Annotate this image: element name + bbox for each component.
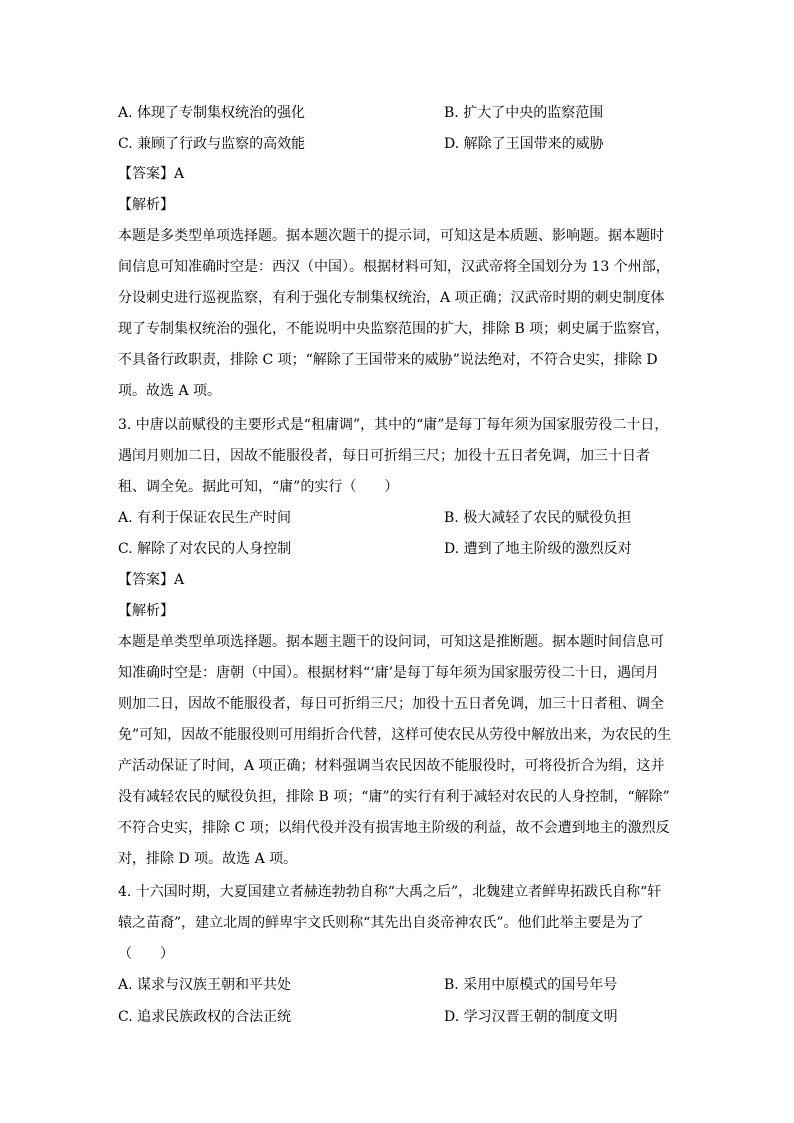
q3-stem-line: 租、调全免。据此可知，“庸”的实行（ ） [118, 479, 399, 495]
q2-option-b: B. 扩大了中央的监察范围 [444, 105, 604, 121]
q3-option-a: A. 有利于保证农民生产时间 [118, 510, 292, 526]
q2-analysis-line: 项。故选 A 项。 [118, 383, 222, 399]
q3-stem-line: 3. 中唐以前赋役的主要形式是“租庸调”，其中的“庸”是每丁每年须为国家服劳役二十日， [118, 417, 669, 433]
q2-analysis-line: 分设刺史进行巡视监察，有利于强化专制集权统治，A 项正确；汉武帝时期的刺史制度体 [118, 290, 665, 306]
q4-stem-line: （ ） [118, 946, 174, 962]
q2-option-c: C. 兼顾了行政与监察的高效能 [118, 136, 306, 152]
q2-analysis-line: 不具备行政职责，排除 C 项；“解除了王国带来的威胁”说法绝对，不符合史实，排除 D [118, 352, 658, 368]
q2-analysis-line: 本题是多类型单项选择题。据本题次题干的提示词，可知这是本质题、影响题。据本题时 [118, 228, 664, 244]
q4-option-d: D. 学习汉晋王朝的制度文明 [444, 1009, 618, 1025]
q3-analysis-line: 产活动保证了时间，A 项正确；材料强调当农民因故不能服役时，可将役折合为绢，这并 [118, 758, 665, 774]
q3-analysis-line: 本题是单类型单项选择题。据本题主题干的设问词，可知这是推断题。据本题时间信息可 [118, 634, 664, 650]
q2-option-d: D. 解除了王国带来的威胁 [444, 136, 604, 152]
q4-stem-line: 4. 十六国时期，大夏国建立者赫连勃勃自称“大禹之后”，北魏建立者鲜卑拓跋氏自称“轩 [118, 884, 662, 900]
q3-analysis-line: 没有减轻农民的赋役负担，排除 B 项；“庸”的实行有利于减轻对农民的人身控制，“解除” [118, 789, 670, 805]
q2-analysis-label: 【解析】 [118, 197, 174, 213]
q4-option-b: B. 采用中原模式的国号年号 [444, 977, 618, 993]
q4-stem-line: 辕之苗裔”，建立北周的鲜卑宇文氏则称“其先出自炎帝神农氏”。他们此举主要是为了 [118, 915, 644, 931]
q3-option-b: B. 极大减轻了农民的赋役负担 [444, 510, 632, 526]
q3-option-d: D. 遭到了地主阶级的激烈反对 [444, 541, 632, 557]
q3-analysis-line: 对，排除 D 项。故选 A 项。 [118, 851, 298, 867]
q3-analysis-line: 知准确时空是：唐朝（中国）。根据材料“‘庸’是每丁每年须为国家服劳役二十日，遇闰月 [118, 665, 660, 681]
q4-option-a: A. 谋求与汉族王朝和平共处 [118, 977, 292, 993]
q3-analysis-line: 不符合史实，排除 C 项；以绢代役并没有损害地主阶级的利益，故不会遭到地主的激烈反 [118, 820, 670, 836]
q3-stem-line: 遇闰月则加二日，因故不能服役者，每日可折绢三尺；加役十五日者免调，加三十日者 [118, 448, 650, 464]
q4-option-c: C. 追求民族政权的合法正统 [118, 1009, 292, 1025]
q3-analysis-line: 免”可知，因故不能服役则可用绢折合代替，这样可使农民从劳役中解放出来，为农民的生 [118, 727, 672, 743]
q2-option-a: A. 体现了专制集权统治的强化 [118, 105, 306, 121]
q3-answer: 【答案】A [118, 572, 185, 588]
q2-analysis-line: 间信息可知准确时空是：西汉（中国）。根据材料可知，汉武帝将全国划分为 13 个州部， [118, 259, 670, 275]
q3-analysis-label: 【解析】 [118, 603, 174, 619]
q3-analysis-line: 则加二日，因故不能服役者，每日可折绢三尺；加役十五日者免调，加三十日者租、调全 [118, 696, 664, 712]
q3-option-c: C. 解除了对农民的人身控制 [118, 541, 292, 557]
q2-analysis-line: 现了专制集权统治的强化，不能说明中央监察范围的扩大，排除 B 项；刺史属于监察官， [118, 321, 670, 337]
q2-answer: 【答案】A [118, 166, 185, 182]
